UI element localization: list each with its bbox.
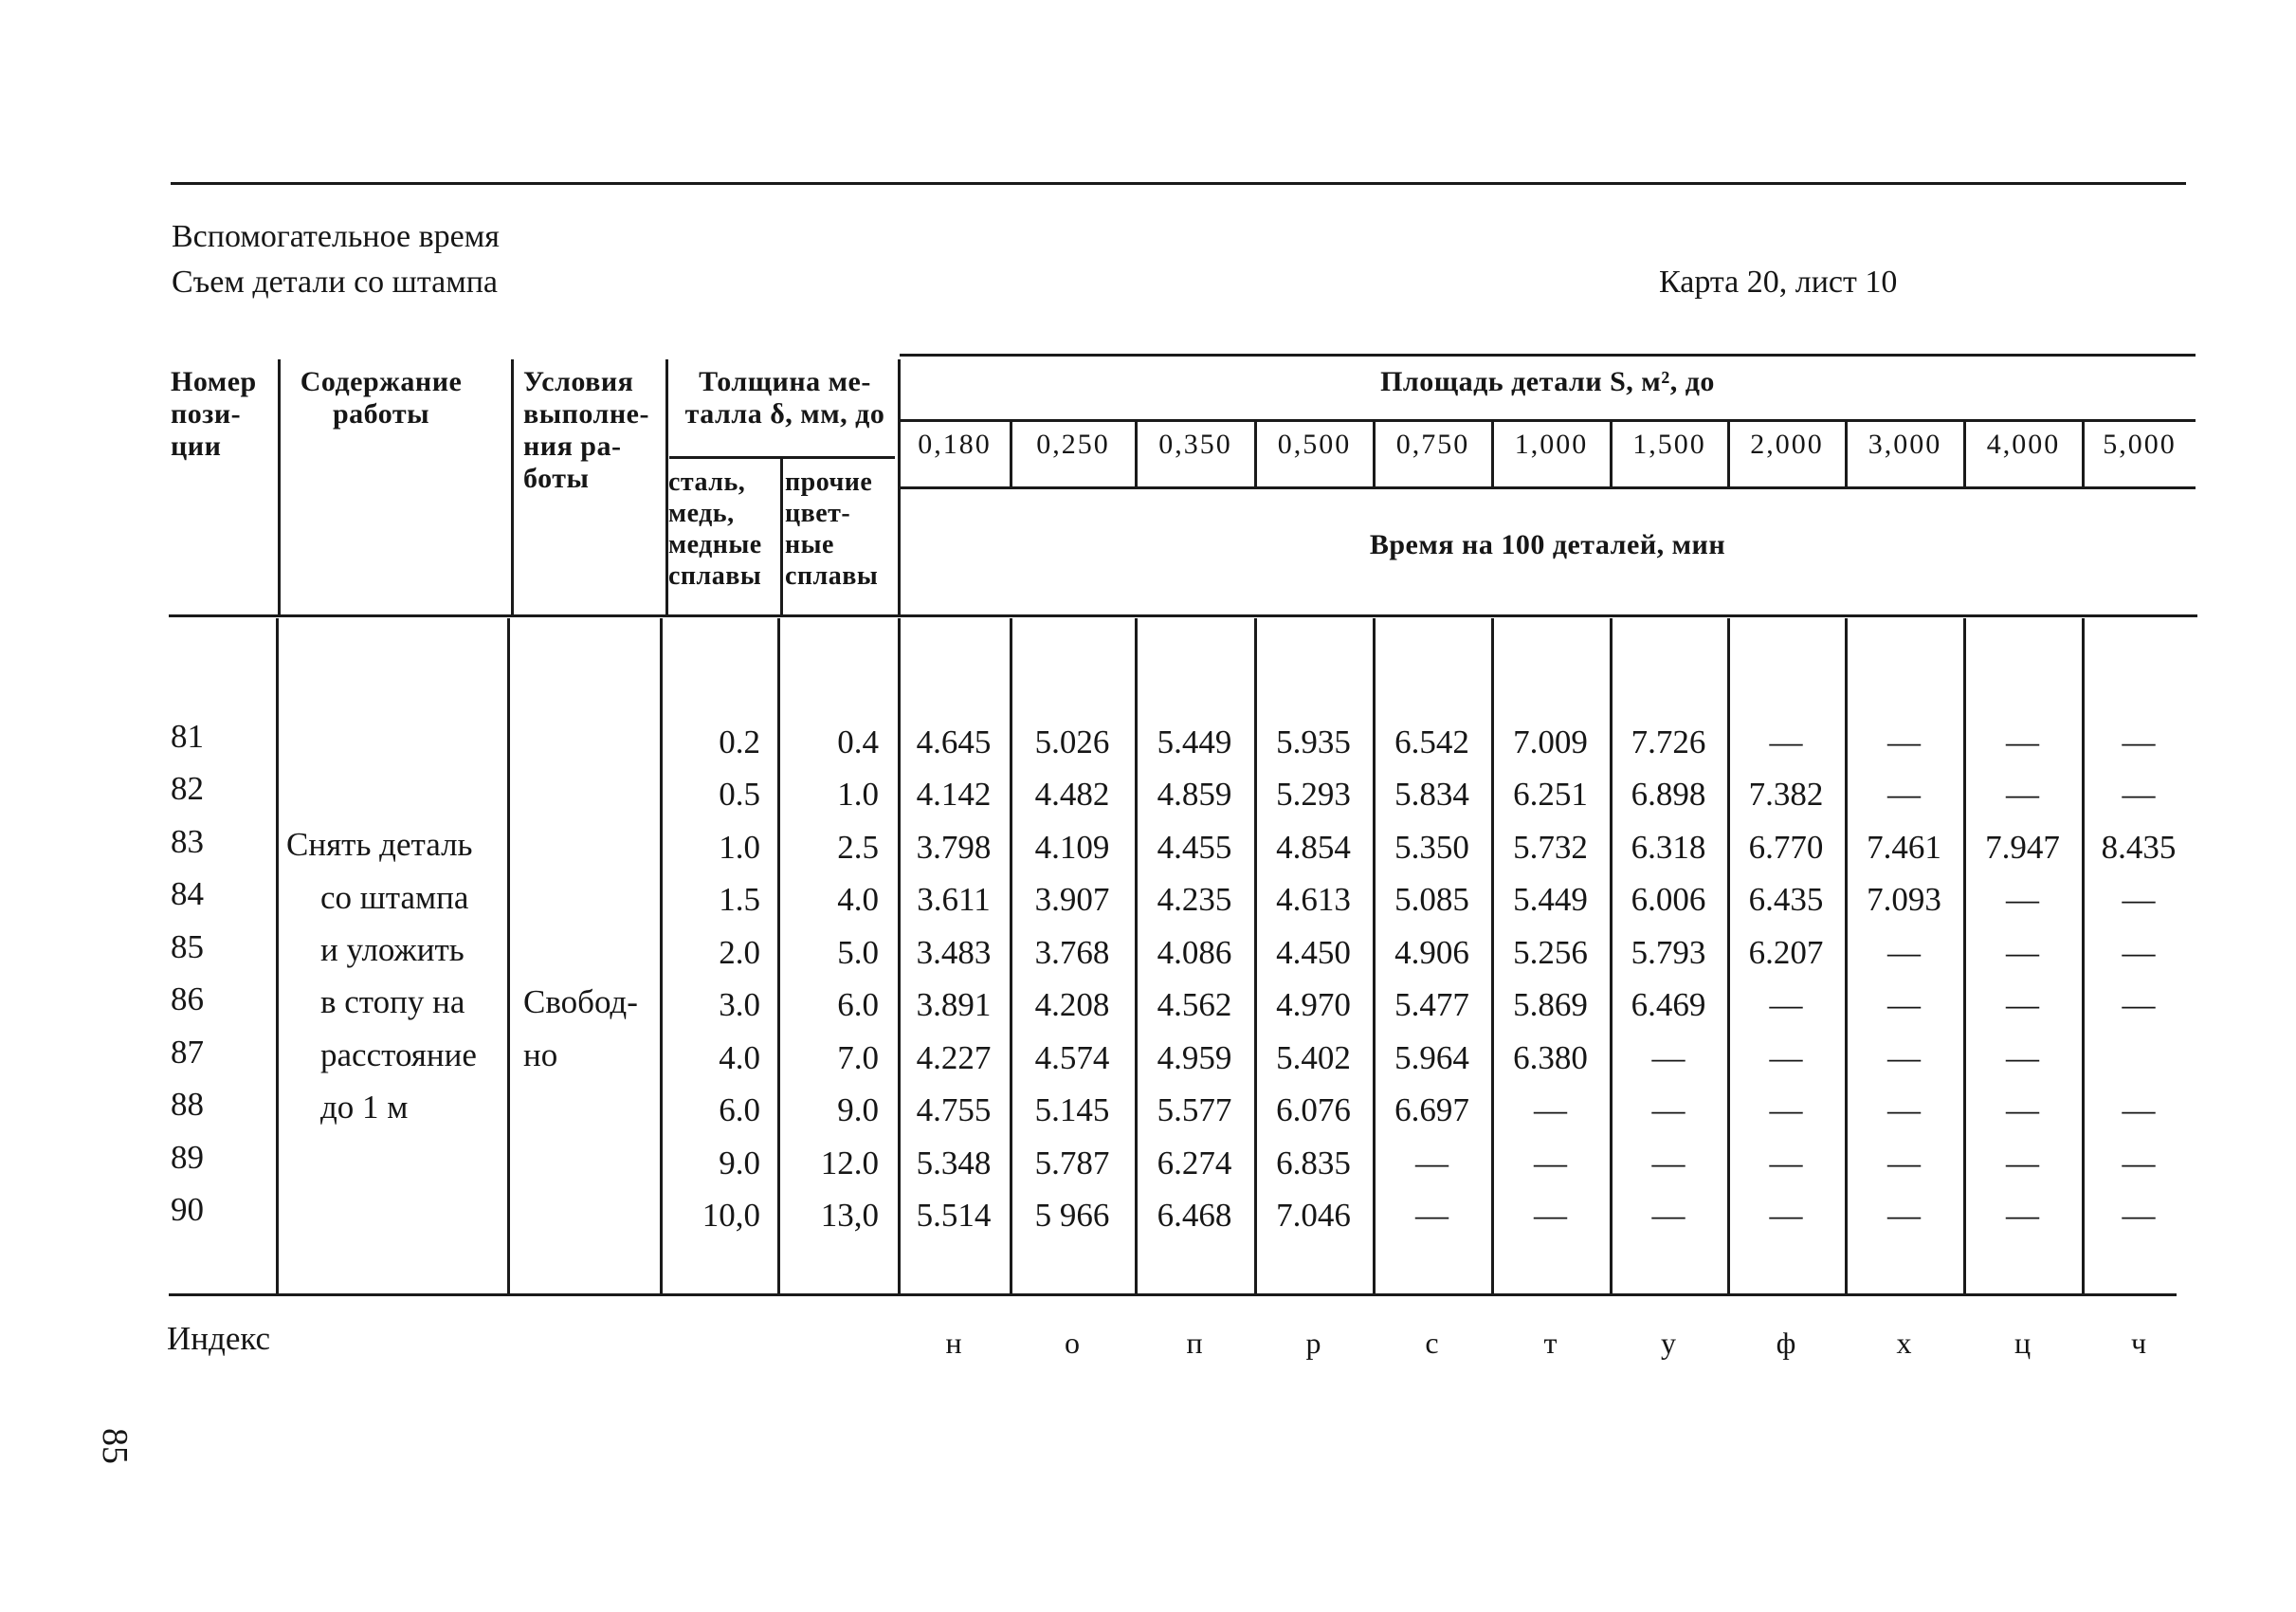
time-value: 4.227 <box>916 1039 992 1076</box>
area-col-divider <box>1254 422 1257 488</box>
time-value: 5.449 <box>1513 881 1588 918</box>
time-value: 4.086 <box>1157 934 1232 971</box>
header-col-divider <box>511 359 514 615</box>
area-value: 0,250 <box>1036 429 1110 460</box>
header-bottom-rule <box>169 614 2197 617</box>
index-letter: х <box>1896 1326 1912 1360</box>
header-col-divider <box>780 459 783 615</box>
index-letter: о <box>1065 1326 1080 1360</box>
body-col-divider <box>1491 618 1494 1296</box>
time-value: — <box>2006 1197 2039 1234</box>
work-line: и уложить <box>320 931 465 968</box>
area-title-rule <box>900 419 2196 422</box>
index-letter: ц <box>2014 1326 2032 1360</box>
time-value: 5.449 <box>1157 724 1232 760</box>
table-top-rule <box>900 354 2196 357</box>
header-thickness: Толщина ме-талла δ, мм, до <box>684 366 885 430</box>
time-value: 4.755 <box>916 1091 992 1128</box>
time-value: 6.318 <box>1631 829 1706 866</box>
header-work-content: Содержание работы <box>300 366 463 430</box>
area-col-divider <box>1727 422 1730 488</box>
header-conditions: Условия выполне-ния ра-боты <box>523 366 649 494</box>
area-col-divider <box>1491 422 1494 488</box>
time-value: — <box>1415 1197 1449 1234</box>
time-value: 4.613 <box>1276 881 1351 918</box>
time-value: — <box>1887 1197 1921 1234</box>
position-number: 87 <box>171 1034 204 1071</box>
time-value: 7.461 <box>1867 829 1941 866</box>
time-value: 5.350 <box>1394 829 1469 866</box>
header-time: Время на 100 деталей, мин <box>1369 529 1726 560</box>
work-line: расстояние <box>320 1036 477 1073</box>
other-alloy-thickness: 4.0 <box>837 881 879 918</box>
area-col-divider <box>1373 422 1376 488</box>
other-alloy-thickness: 6.0 <box>837 986 879 1023</box>
time-value: 5.145 <box>1034 1091 1110 1128</box>
time-value: — <box>1887 1145 1921 1182</box>
time-value: — <box>1534 1197 1567 1234</box>
time-value: 5.935 <box>1276 724 1351 760</box>
time-value: 6.898 <box>1631 776 1706 813</box>
body-col-divider <box>898 618 901 1296</box>
time-value: — <box>2006 776 2039 813</box>
position-number: 90 <box>171 1191 204 1228</box>
time-value: 5.787 <box>1034 1145 1110 1182</box>
area-value: 1,500 <box>1632 429 1706 460</box>
area-value: 4,000 <box>1986 429 2061 460</box>
area-value: 0,500 <box>1277 429 1352 460</box>
time-value: 3.611 <box>917 881 991 918</box>
time-value: 7.947 <box>1985 829 2060 866</box>
time-value: — <box>2122 1145 2156 1182</box>
time-value: 4.235 <box>1157 881 1232 918</box>
time-value: 4.854 <box>1276 829 1351 866</box>
time-value: — <box>1769 1197 1803 1234</box>
time-value: 6.251 <box>1513 776 1588 813</box>
time-value: 4.970 <box>1276 986 1351 1023</box>
time-value: 5 966 <box>1034 1197 1110 1234</box>
work-line: Снять деталь <box>286 826 473 863</box>
time-value: — <box>2122 724 2156 760</box>
time-value: 3.891 <box>916 986 992 1023</box>
time-value: 4.959 <box>1157 1039 1232 1076</box>
time-value: 5.256 <box>1513 934 1588 971</box>
body-col-divider <box>777 618 780 1296</box>
area-col-divider <box>1845 422 1848 488</box>
time-value: — <box>1769 724 1803 760</box>
body-col-divider <box>1963 618 1966 1296</box>
time-value: 4.482 <box>1034 776 1110 813</box>
index-letter: р <box>1305 1326 1321 1360</box>
body-col-divider <box>507 618 510 1296</box>
time-value: 6.207 <box>1748 934 1824 971</box>
time-value: 4.109 <box>1034 829 1110 866</box>
other-alloy-thickness: 13,0 <box>820 1197 879 1234</box>
other-alloy-thickness: 12.0 <box>820 1145 879 1182</box>
header-steel: сталь, медь, медные сплавы <box>668 467 762 591</box>
time-value: 3.798 <box>916 829 992 866</box>
time-value: — <box>1651 1039 1686 1076</box>
area-col-divider <box>1963 422 1966 488</box>
position-number: 88 <box>171 1086 204 1123</box>
time-value: 6.835 <box>1276 1145 1351 1182</box>
time-value: — <box>1651 1091 1686 1128</box>
time-value: 4.208 <box>1034 986 1110 1023</box>
time-value: 5.085 <box>1394 881 1469 918</box>
time-value: 5.577 <box>1157 1091 1232 1128</box>
index-label: Индекс <box>167 1320 271 1357</box>
time-value: — <box>2122 1197 2156 1234</box>
time-value: 5.514 <box>916 1197 992 1234</box>
page-number: 85 <box>95 1428 135 1464</box>
time-value: — <box>1651 1197 1686 1234</box>
time-value: 4.450 <box>1276 934 1351 971</box>
index-letter: ф <box>1776 1326 1796 1360</box>
time-value: 4.859 <box>1157 776 1232 813</box>
time-value: 5.793 <box>1631 934 1706 971</box>
area-col-divider <box>1610 422 1613 488</box>
subsection-title: Съем детали со штампа <box>172 265 499 300</box>
area-col-divider <box>1135 422 1138 488</box>
time-value: 4.645 <box>916 724 992 760</box>
body-col-divider <box>1373 618 1376 1296</box>
area-value: 2,000 <box>1750 429 1824 460</box>
time-value: 8.435 <box>2101 829 2177 866</box>
time-value: — <box>1887 1091 1921 1128</box>
time-value: 4.455 <box>1157 829 1232 866</box>
other-alloy-thickness: 5.0 <box>837 934 879 971</box>
time-value: — <box>1534 1145 1567 1182</box>
area-col-divider <box>1010 422 1012 488</box>
body-col-divider <box>276 618 279 1296</box>
table-bottom-rule <box>169 1293 2177 1296</box>
time-value: — <box>1887 986 1921 1023</box>
time-value: 6.435 <box>1748 881 1824 918</box>
body-col-divider <box>1010 618 1012 1296</box>
time-value: 5.477 <box>1394 986 1469 1023</box>
time-value: — <box>1887 776 1921 813</box>
time-value: 6.542 <box>1394 724 1469 760</box>
time-value: 6.469 <box>1631 986 1706 1023</box>
other-alloy-thickness: 1.0 <box>837 776 879 813</box>
time-value: 7.093 <box>1867 881 1941 918</box>
time-value: — <box>2006 1145 2039 1182</box>
position-number: 81 <box>171 718 204 755</box>
time-value: — <box>2122 881 2156 918</box>
body-col-divider <box>1727 618 1730 1296</box>
time-value: 5.348 <box>916 1145 992 1182</box>
body-col-divider <box>1135 618 1138 1296</box>
time-value: — <box>1887 724 1921 760</box>
area-value: 0,750 <box>1395 429 1470 460</box>
position-number: 83 <box>171 823 204 860</box>
index-letter: у <box>1661 1326 1676 1360</box>
time-value: — <box>2122 934 2156 971</box>
time-value: 6.770 <box>1748 829 1824 866</box>
time-value: 5.964 <box>1394 1039 1469 1076</box>
steel-thickness: 1.5 <box>719 881 760 918</box>
time-value: 5.834 <box>1394 776 1469 813</box>
other-alloy-thickness: 7.0 <box>837 1039 879 1076</box>
time-value: 7.726 <box>1631 724 1706 760</box>
body-col-divider <box>1254 618 1257 1296</box>
index-letter: с <box>1425 1326 1439 1360</box>
time-value: 5.026 <box>1034 724 1110 760</box>
top-rule <box>171 182 2186 185</box>
area-value: 0,180 <box>918 429 992 460</box>
position-number: 85 <box>171 928 204 965</box>
area-value: 3,000 <box>1868 429 1942 460</box>
time-value: — <box>2122 986 2156 1023</box>
time-value: 7.009 <box>1513 724 1588 760</box>
work-line: в стопу на <box>320 983 465 1020</box>
time-value: 7.382 <box>1748 776 1824 813</box>
time-value: 6.468 <box>1157 1197 1232 1234</box>
other-alloy-thickness: 0.4 <box>837 724 879 760</box>
body-col-divider <box>1845 618 1848 1296</box>
time-value: — <box>1415 1145 1449 1182</box>
index-letter: т <box>1543 1326 1558 1360</box>
position-number: 84 <box>171 875 204 912</box>
body-col-divider <box>660 618 663 1296</box>
steel-thickness: 9.0 <box>719 1145 760 1182</box>
position-number: 86 <box>171 980 204 1017</box>
area-col-divider <box>2082 422 2085 488</box>
time-value: 5.402 <box>1276 1039 1351 1076</box>
area-value: 1,000 <box>1514 429 1589 460</box>
area-value: 5,000 <box>2103 429 2177 460</box>
time-value: — <box>1534 1091 1567 1128</box>
time-value: — <box>2006 724 2039 760</box>
time-value: — <box>1769 1145 1803 1182</box>
time-value: 4.906 <box>1394 934 1469 971</box>
condition-line: но <box>523 1036 558 1073</box>
steel-thickness: 4.0 <box>719 1039 760 1076</box>
time-value: — <box>2122 1091 2156 1128</box>
other-alloy-thickness: 2.5 <box>837 829 879 866</box>
time-value: 5.293 <box>1276 776 1351 813</box>
time-value: 7.046 <box>1276 1197 1351 1234</box>
time-value: — <box>1769 1039 1803 1076</box>
steel-thickness: 6.0 <box>719 1091 760 1128</box>
index-letter: ч <box>2130 1326 2147 1360</box>
time-value: 5.732 <box>1513 829 1588 866</box>
time-value: 4.574 <box>1034 1039 1110 1076</box>
card-label: Карта 20, лист 10 <box>1659 265 1898 300</box>
work-line: со штампа <box>320 879 469 916</box>
time-value: — <box>2006 1091 2039 1128</box>
time-value: — <box>1887 1039 1921 1076</box>
header-col-divider <box>278 359 281 615</box>
time-value: 4.142 <box>916 776 992 813</box>
time-value: 6.697 <box>1394 1091 1469 1128</box>
time-value: 4.562 <box>1157 986 1232 1023</box>
header-position: Номер пози-ции <box>171 366 257 462</box>
time-value: — <box>1769 986 1803 1023</box>
time-value: 3.907 <box>1034 881 1110 918</box>
time-value: — <box>2006 881 2039 918</box>
position-number: 82 <box>171 770 204 807</box>
time-value: 6.076 <box>1276 1091 1351 1128</box>
time-value: — <box>1769 1091 1803 1128</box>
time-value: 3.768 <box>1034 934 1110 971</box>
time-value: — <box>2006 1039 2039 1076</box>
steel-thickness: 2.0 <box>719 934 760 971</box>
header-area: Площадь детали S, м², до <box>1380 366 1715 397</box>
time-value: — <box>1887 934 1921 971</box>
index-letter: н <box>945 1326 962 1360</box>
steel-thickness: 10,0 <box>702 1197 760 1234</box>
body-col-divider <box>1610 618 1613 1296</box>
time-value: — <box>2122 776 2156 813</box>
condition-line: Свобод- <box>523 983 638 1020</box>
area-value: 0,350 <box>1158 429 1232 460</box>
steel-thickness: 0.5 <box>719 776 760 813</box>
position-number: 89 <box>171 1139 204 1176</box>
time-value: 3.483 <box>916 934 992 971</box>
other-alloy-thickness: 9.0 <box>837 1091 879 1128</box>
index-letter: п <box>1186 1326 1203 1360</box>
steel-thickness: 1.0 <box>719 829 760 866</box>
time-value: 6.006 <box>1631 881 1706 918</box>
header-other-alloys: прочие цвет-ные сплавы <box>785 467 879 591</box>
steel-thickness: 3.0 <box>719 986 760 1023</box>
body-col-divider <box>2082 618 2085 1296</box>
time-value: 5.869 <box>1513 986 1588 1023</box>
time-value: 6.274 <box>1157 1145 1232 1182</box>
time-value: — <box>2006 986 2039 1023</box>
section-title: Вспомогательное время <box>172 219 500 254</box>
time-value: — <box>2006 934 2039 971</box>
time-value: — <box>1651 1145 1686 1182</box>
area-values-rule <box>900 486 2196 489</box>
time-value: 6.380 <box>1513 1039 1588 1076</box>
steel-thickness: 0.2 <box>719 724 760 760</box>
work-line: до 1 м <box>320 1089 409 1126</box>
